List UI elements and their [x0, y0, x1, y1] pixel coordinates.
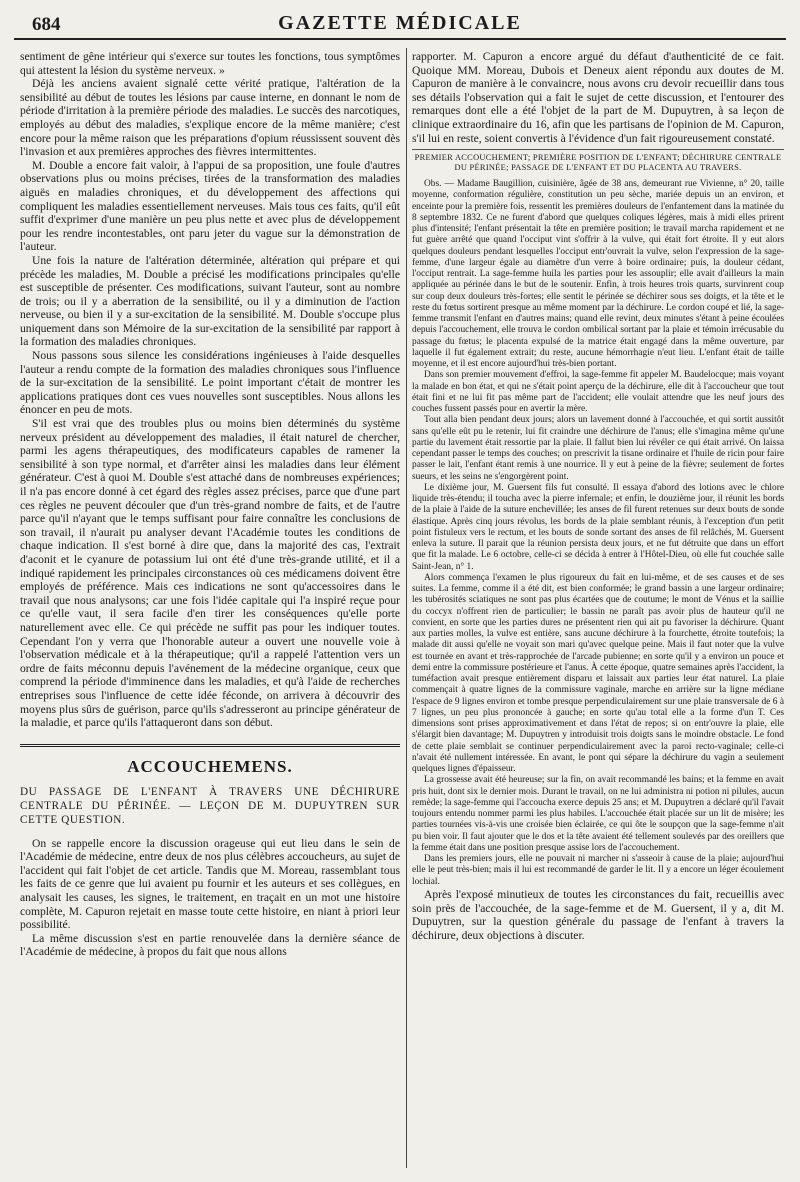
- section-title: ACCOUCHEMENS.: [127, 756, 293, 776]
- article-body: [20, 837, 400, 959]
- section-divider: [20, 744, 400, 747]
- column-divider: [406, 48, 407, 1168]
- observation-paragraph: Dans son premier mouvement d'effroi, la sage-femme fit appeler M. Baudelocque; mais voyant la malade en bon état, et qui ne s'était point aperçu de la déchirure, elle dit à l'accoucheur que tout était fini et ne lui fit pas même part de l'accident; elle voulait attendre que les neuf jours des couches fussent passés pour en avertir la mère.: [412, 370, 784, 415]
- paragraph: S'il est vrai que des troubles plus ou moins bien déterminés du système nerveux président au développement des maladies, il était naturel de chercher, parmi les agens thérapeutiques, des modificateurs capables de ramener la sensibilité à son type normal, et d'arrêter ainsi les maladies dans leur élément générateur. C'est à quoi M. Double s'est attaché dans de nombreuses expériences; il n'a pas encore donné à cet égard des règles assez précises, parce que d'une part ces règles ne peuvent découler que d'un très-grand nombre de faits, et de l'autre parce qu'il n'ayant que le temps suffisant pour faire connaître les conclusions de son travail, il n'aurait pu analyser devant l'Académie toutes les conditions de chaque indication. Il s'est borné à dire que, dans la majorité des cas, l'extrait d'aconit et le cyanure de potassium lui ont été d'une très-grande utilité, et il a indiqué rapidement les principales circonstances où ces médicamens doivent être employés de préférence. Mais ces indications ne sont qu'accessoires dans le travail que nous analysons; car une fois l'idée capitale qui l'a inspiré reçue pour ce qu'elle vaut, il sera facile d'en tirer les conséquences qu'elle porte naturellement avec elle. Ce qui précède ne suffit pas pour les indiquer toutes. Cependant l'on y verra que l'honorable auteur a ouvert une nouvelle voie à l'observation médicale et à la thérapeutique; qu'il a rappelé l'attention vers un ordre de faits méconnu depuis l'avénement de la médecine organique, ceux que comprend la période d'imminence dans les maladies, et qu'à l'aide de recherches entreprises sous l'influence de cette idée féconde, on arrivera à découvrir des moyens plus sûrs de guérison, parce qu'ils s'adresseront au principe générateur de la maladie, et parce qu'ils l'attaqueront dans son début.: [20, 417, 400, 730]
- article-intro: [412, 50, 784, 145]
- observation-paragraph: La grossesse avait été heureuse; sur la fin, on avait recommandé les bains; et la femme en avait pris huit, dont six le dernier mois. Durant le travail, on ne lui administra ni potion ni pilules, aucun remède; la sage-femme qui l'accoucha exerce depuis 25 ans; et M. Dupuytren a déclaré qu'il l'avait toujours entendu nommer parmi les plus habiles. L'accouchée était placée sur un lit de misère; les parties tournées vis-à-vis une croisée bien éclairée, ce qui ôte le soupçon que la sage-femme n'ait pu bien voir. Il faut ajouter que le dos et la tête avaient été tellement soulevés par des oreillers que la femme était dans une position presque assise lors de l'accouchement.: [412, 775, 784, 853]
- journal-title: GAZETTE MÉDICALE: [278, 12, 522, 34]
- newspaper-page: [14, 8, 786, 1174]
- observation-paragraph: Obs. — Madame Baugillion, cuisinière, âgée de 38 ans, demeurant rue Vivienne, n° 20, taille moyenne, conformation régulière, constitution un peu sèche, mariée depuis un an environ, et enceinte pour la première fois, ressentit les premières douleurs de l'enfantement dans la matinée du 8 septembre 1832. Ce ne furent d'abord que quelques coliques légères, mais à midi elles prirent plus d'intensité; l'enfant présentait la tête en première position; le travail marcha rapidement et ne fut guère arrêté que quand l'occiput vint s'offrir à la vulve, qui était fort étroite. Il y eut alors quelques douleurs pendant lesquelles l'occiput entr'ouvrait la vulve, selon l'expression de la sage-femme, d'une largeur égale au diamètre d'un verre à boire ordinaire; puis, la douleur cédant, l'occiput rentrait. La sage-femme huila les parties pour les assouplir; elle avait d'ailleurs la main appliquée au périnée dans le but de le soutenir. Enfin, à trois heures trois quarts, survinrent coup sur coup deux douleurs très-fortes; elle sentit le périnée se déchirer sous ses doigts, et la tête et le reste du fœtus sortirent presque au même moment par la déchirure. Le cordon coupé et lié, la sage-femme transmit l'enfant en d'autres mains; quand elle revint, deux minutes s'étant à peine écoulées depuis l'accouchement, elle trouva le cordon ombilical sortant par la plaie et témoin irrécusable du passage du fœtus; le placenta expulsé de la matrice était engagé dans la même ouverture, par laquelle il fut également extrait; du reste, aucune hémorrhagie n'eut lieu. L'enfant était de taille moyenne, et il est encore aujourd'hui très-bien portant.: [412, 179, 784, 370]
- paragraph: On se rappelle encore la discussion orageuse qui eut lieu dans le sein de l'Académie de médecine, entre deux de nos plus célèbres accoucheurs, au sujet de l'accident qui fait l'objet de cet article. Tandis que M. Moreau, rassemblant tous les faits de ce genre que lui avaient pu fournir et les auteurs et ses collègues, en analysait les causes, les signes, le traitement, en traçait en un mot une histoire complète, M. Capuron rejetait en masse toute cette histoire, en niant à priori leur possibilité.: [20, 836, 400, 932]
- paragraph: Après l'exposé minutieux de toutes les circonstances du fait, recueillis avec soin près de l'accouchée, de la sage-femme et de M. Guersent, il y a, dit M. Dupuytren, sur la question générale du passage de l'enfant à travers la déchirure, deux objections à discuter.: [412, 887, 784, 942]
- paragraph: Déjà les anciens avaient signalé cette vérité pratique, l'altération de la sensibilité au début de toutes les lésions par cause interne, en donnant le nom de période d'irritation à la première période des maladies. Le succès des narcotiques, employés au début des maladies, s'explique encore de la même manière; c'est encore pour la même raison que les préparations d'opium réussissent souvent dès l'invasion et aux premières approches des fièvres intermittentes.: [20, 77, 400, 159]
- right-column: [412, 50, 784, 1174]
- page-number: 684: [32, 14, 61, 35]
- paragraph: M. Double a encore fait valoir, à l'appui de sa proposition, une foule d'autres observations plus ou moins précises, tirées de la transformation des maladies aiguës en maladies chroniques, et du développement des affections qui compliquent les maladies essentiellement nerveuses. Mais tous ces faits, qu'il eût suffit d'exprimer d'une manière un peu plus nette et avec plus de développement pour les rendre incontestables, ont paru jeter du vague sur la démonstration de l'auteur.: [20, 158, 400, 254]
- observation-paragraph: Dans les premiers jours, elle ne pouvait ni marcher ni s'asseoir à cause de la plaie; aujourd'hui elle le peut très-bien; mais il lui est recommandé de garder le lit. Il y a encore un léger écoulement lochial.: [412, 854, 784, 887]
- paragraph: Une fois la nature de l'altération déterminée, altération qui prépare et qui précède les maladies, M. Double a précisé les modifications principales qu'elle est susceptible de présenter. Ces modifications, suivant l'auteur, sont au nombre de trois; ou il y a aberration de la sensibilité, ou il y a diminution de l'action nerveuse, ou bien il y a sur-excitation de la sensibilité. M. Double s'occupe plus uniquement dans son Mémoire de la sur-excitation de la sensibilité par rapport à la formation des maladies chroniques.: [20, 253, 400, 349]
- article-closing: [412, 888, 784, 942]
- observation-text: [412, 179, 784, 888]
- paragraph: Nous passons sous silence les considérations ingénieuses à l'aide desquelles l'auteur a rendu compte de la formation des maladies chroniques sous l'influence de la sur-excitation de la sensibilité. Le point important c'était de montrer les applications pratiques dont ces vues nouvelles sont susceptibles. Nous allons les énoncer en peu de mots.: [20, 349, 400, 417]
- page-header: [14, 8, 786, 40]
- observation-paragraph: Le dixième jour, M. Guersent fils fut consulté. Il essaya d'abord des lotions avec le chlore liquide très-étendu; il toucha avec la pierre infernale; et enfin, le douzième jour, il réunit les bords de la plaie à l'aide de la suture enchevillée; les anses de fil furent retenues sur deux bouts de sonde élastique. Après cinq jours révolus, les bords de la plaie semblant réunis, à l'exception d'un petit point fistuleux vers le rectum, et les bouts de sonde sortant des anses de fil relâchés, M. Guersent enleva la suture. Il parait que la réunion persista deux jours, et ne fut détruite que dans un effort que fit la malade. Le 6 octobre, celle-ci se décida à entrer à l'Hôtel-Dieu, où elle fut couchée salle Saint-Jean, n° 1.: [412, 482, 784, 572]
- observation-paragraph: Alors commença l'examen le plus rigoureux du fait en lui-même, et de ses causes et de ses suites. La femme, comme il a été dit, est bien conformée; le grand bassin a une largeur ordinaire; les tubérosités sciatiques ne sont pas plus écartées que de coutume; le mont de Vénus et la saillie du coccyx n'offrent rien de particulier; le bassin ne paraît pas avoir plus de hauteur qu'il ne convient, en sorte que les parties dures ne présentent rien qui ait pu favoriser la déchirure. Quant aux parties molles, la vulve est entière, sans aucune déchirure à la fourchette, étroite toutefois; la malade dit aussi qu'elle ne voyait son mari qu'avec quelque peine. Mais il faut noter que la vulve est tournée en avant et très-rapprochée de l'arcade pubienne; en sorte qu'il y a environ un pouce et demi entre la commissure postérieure et l'anus. À cette époque, quatre semaines après l'accident, la tuméfaction avait presque entièrement disparu et laissait aux parties leur état naturel. La plaie commençait à quatre lignes de la commissure vaginale, marche en arrière sur la ligne médiane l'espace de 9 lignes environ et tombe presque perpendiculairement sur une plaie transversale de 6 à 7 lignes, un peu plus prononcée à gauche; en sorte qu'au total elle a la forme d'un T. Ces dimensions sont prises approximativement et dans l'état de repos; si on entr'ouvre la plaie, elle s'élargit bien davantage; M. Dupuytren y introduisit trois doigts sans le moindre obstacle. Le fond de cette plaie semblait se continuer perpendiculairement avec la paroi recto-vaginale; celle-ci n'avait été nullement intéressée. En avant, le pont qui sépare la déchirure du vagin a seulement quelques lignes d'épaisseur.: [412, 572, 784, 775]
- article-subtitle: DU PASSAGE DE L'ENFANT À TRAVERS UNE DÉCHIRURE CENTRALE DU PÉRINÉE. — LEÇON DE M. DUPUYTREN SUR CETTE QUESTION.: [20, 785, 400, 826]
- case-title: PREMIER ACCOUCHEMENT; PREMIÈRE POSITION DE L'ENFANT; DÉCHIRURE CENTRALE DU PÉRINÉE; PASSAGE DE L'ENFANT ET DU PLACENTA AU TRAVERS.: [412, 149, 784, 173]
- left-column: [20, 50, 400, 1174]
- observation-paragraph: Tout alla bien pendant deux jours; alors un lavement donné à l'accouchée, et qui sortit aussitôt sans qu'elle eût pu le retenir, lui fit craindre une déchirure de l'anus; elle s'imagina même qu'une partie du lavement était ressortie par la plaie. Il fallut bien lui révéler ce qui était arrivé. On laissa cependant passer le temps des couches; on prescrivit la tisane ordinaire et l'huile de ricin pour faire passer le lait, l'enfant étant remis à une nourrice. Il y eut à peine de la fièvre; seulement de fortes sueurs, et les seins ne s'engorgèrent point.: [412, 415, 784, 482]
- article-continuation: [20, 50, 400, 730]
- paragraph: sentiment de gêne intérieur qui s'exerce sur toutes les fonctions, tous symptômes qui attestent la lésion du système nerveux. »: [20, 50, 400, 77]
- paragraph: La même discussion s'est en partie renouvelée dans la dernière séance de l'Académie de médecine, à propos du fait que nous allons: [20, 931, 400, 959]
- paragraph: rapporter. M. Capuron a encore argué du défaut d'authenticité de ce fait. Quoique MM. Moreau, Dubois et Deneux aient répondu aux doutes de M. Capuron de manière à le convaincre, nous avons cru devoir recueillir dans tous ses détails l'observation qui a fait le sujet de cette discussion, et l'entourer des remarques dont elle a été l'objet de la part de M. Dupuytren, à sa leçon de clinique extraordinaire du 16, afin que les partisans de l'opinion de M. Capuron, s'il lui en reste, soient convertis à l'évidence d'un fait rigoureusement constaté.: [412, 50, 784, 145]
